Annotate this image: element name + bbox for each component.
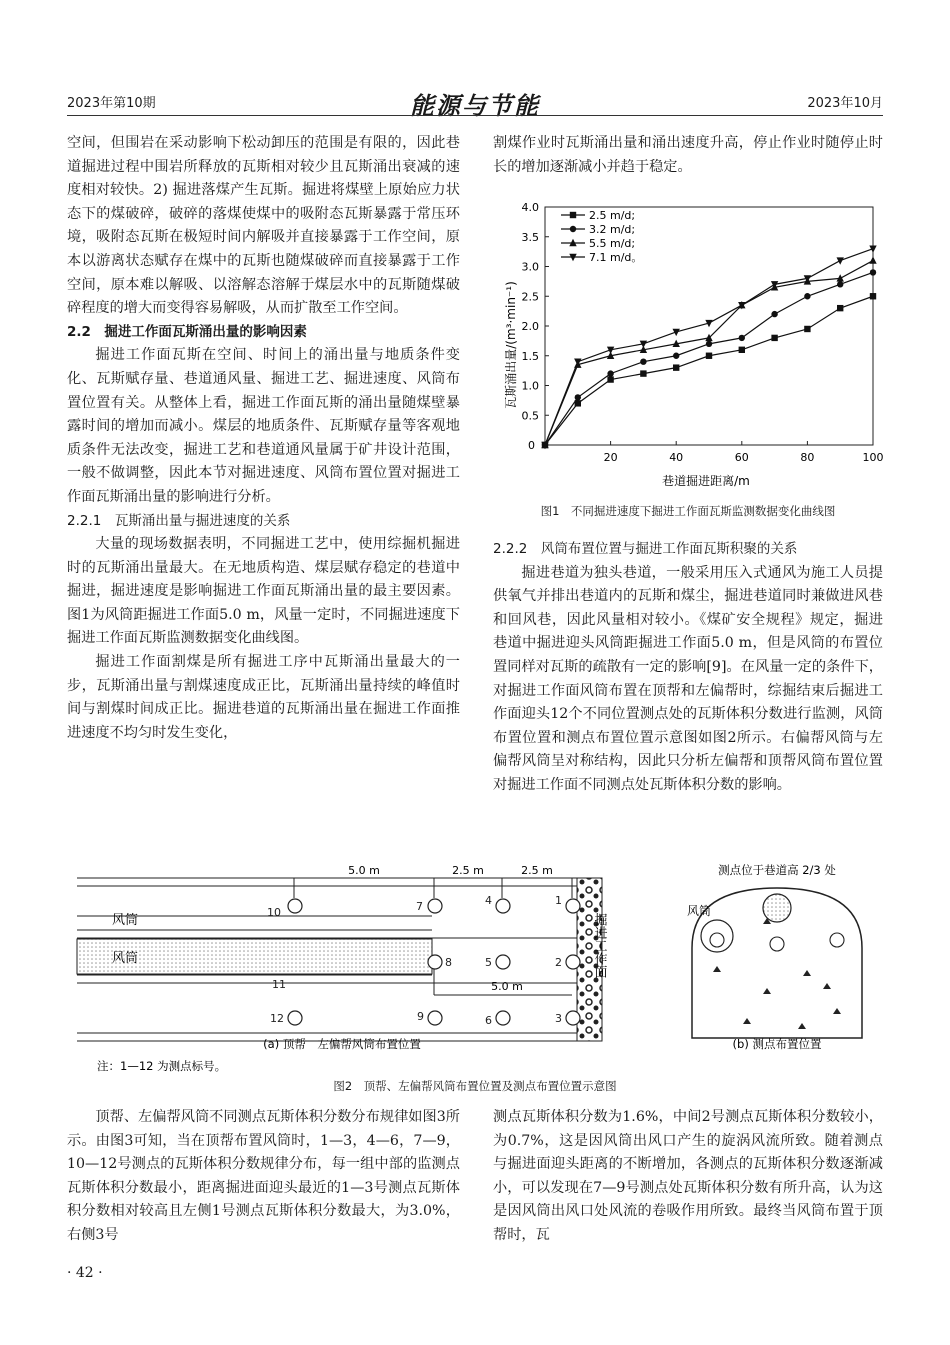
figure1-line-chart bbox=[493, 195, 885, 495]
right-duct-label: 风筒 bbox=[687, 904, 712, 918]
data-point bbox=[574, 359, 581, 366]
face-label: 掘进工作面 bbox=[591, 913, 607, 978]
paragraph: 掘进工作面瓦斯在空间、时间上的涌出量与地质条件变化、瓦斯赋存量、巷道通风量、掘进工艺、掘进速度、风筒布置位置有关。从整体上看，掘进工作面瓦斯的涌出量随煤壁暴露时间的增加而减小。煤层的地质条件、瓦斯赋存量等客观地质条件无法改变，掘进工艺和巷道通风量属于矿井设计范围，一般不做调整，因此本节对掘进速度、风筒布置位置对掘进工作面瓦斯涌出量的影响进行分析。 bbox=[67, 347, 460, 505]
data-point bbox=[771, 311, 777, 317]
issue-label: 2023年第10期 bbox=[67, 96, 156, 111]
dim-5m-bottom: 5.0 m bbox=[491, 980, 523, 993]
legend-label: 5.5 m/d; bbox=[589, 237, 636, 250]
page-number: · 42 · bbox=[67, 1265, 103, 1281]
x-tick-label: 40 bbox=[669, 451, 684, 464]
figure2-sub-a: (a) 顶帮 左偏帮风筒布置位置 bbox=[263, 1037, 421, 1051]
legend-label: 2.5 m/d; bbox=[589, 209, 636, 222]
figure2-diagram bbox=[67, 858, 883, 1073]
dim-5m-top: 5.0 m bbox=[348, 864, 380, 877]
data-point bbox=[771, 335, 777, 341]
legend-entry bbox=[561, 237, 635, 250]
figure2-sub-b: (b) 测点布置位置 bbox=[732, 1037, 822, 1051]
chart-x-axis-label: 巷道掘进距离/m bbox=[662, 474, 750, 488]
data-point bbox=[837, 281, 843, 287]
point-label: 5 bbox=[485, 956, 492, 969]
series-3 bbox=[541, 256, 876, 448]
origin-label: 0 bbox=[528, 439, 535, 452]
right-panel-title: 测点位于巷道高 2/3 处 bbox=[718, 863, 836, 877]
dim-2-5m-b: 2.5 m bbox=[521, 864, 553, 877]
data-point bbox=[869, 256, 876, 263]
y-tick-label: 1.0 bbox=[521, 379, 539, 393]
data-point bbox=[640, 370, 646, 376]
data-point bbox=[673, 353, 679, 359]
point-label: 10 bbox=[267, 906, 281, 919]
legend-label: 7.1 m/d。 bbox=[589, 251, 643, 264]
right-column-middle bbox=[493, 538, 883, 798]
data-point bbox=[607, 370, 613, 376]
series-1 bbox=[542, 293, 876, 448]
series-line bbox=[545, 296, 873, 445]
journal-title: 能源与节能 bbox=[410, 91, 540, 120]
data-point bbox=[570, 226, 576, 232]
data-point bbox=[837, 274, 844, 281]
paragraph: 掘进工作面割煤是所有掘进工序中瓦斯涌出量最大的一步，瓦斯涌出量与割煤速度成正比，瓦斯涌出量持续的峰值时间与割煤时间成正比。掘进巷道的瓦斯涌出量在掘进工作面推进速度不均匀时发生变化， bbox=[67, 654, 460, 741]
left-column-top bbox=[67, 132, 460, 745]
data-point bbox=[570, 212, 576, 218]
data-point bbox=[706, 341, 712, 347]
date-label: 2023年10月 bbox=[807, 96, 883, 111]
series-4 bbox=[541, 245, 876, 449]
x-tick-label: 20 bbox=[603, 451, 618, 464]
x-tick-label: 80 bbox=[800, 451, 815, 464]
figure2-caption: 图2 顶帮、左偏帮风筒布置位置及测点布置位置示意图 bbox=[333, 1079, 617, 1093]
data-point bbox=[804, 293, 810, 299]
data-point bbox=[739, 347, 745, 353]
paragraph: 割煤作业时瓦斯涌出量和涌出速度升高，停止作业时随停止时长的增加逐渐减小并趋于稳定。 bbox=[493, 135, 883, 175]
point-label: 9 bbox=[417, 1010, 424, 1023]
y-tick-label: 3.0 bbox=[521, 260, 539, 274]
y-tick-label: 2.5 bbox=[521, 290, 539, 304]
data-point bbox=[673, 364, 679, 370]
dim-2-5m-a: 2.5 m bbox=[452, 864, 484, 877]
point-label: 12 bbox=[270, 1012, 284, 1025]
legend-label: 3.2 m/d; bbox=[589, 223, 636, 236]
data-point bbox=[739, 335, 745, 341]
section-heading-2-2-1: 2.2.1 瓦斯涌出量与掘进速度的关系 bbox=[67, 512, 291, 529]
point-label: 6 bbox=[485, 1014, 492, 1027]
data-point bbox=[837, 305, 843, 311]
x-tick-label: 60 bbox=[734, 451, 749, 464]
figure1-caption: 图1 不同掘进速度下掘进工作面瓦斯监测数据变化曲线图 bbox=[540, 504, 836, 518]
point-label: 11 bbox=[272, 978, 286, 991]
paragraph: 掘进巷道为独头巷道，一般采用压入式通风为施工人员提供氧气并排出巷道内的瓦斯和煤尘，掘进巷道同时兼做进风巷和回风巷，因此风量相对较小。《煤矿安全规程》规定，掘进巷道中掘进迎头风筒距掘进工作面5.0 m，但是风筒的布置位置同样对瓦斯的疏散有一定的影响[9]。在风量一定的条件下，对掘进工作面风筒布置在顶帮和左偏帮时，综掘结束后掘进工作面迎头12个不同位置测点处的瓦斯体积分数进行监测，风筒布置位置和测点布置位置示意图如图2所示。右偏帮风筒与左偏帮风筒呈对称结构，因此只分析左偏帮和顶帮风筒布置位置对掘进工作面不同测点处瓦斯体积分数的影响。 bbox=[493, 564, 883, 793]
section-heading-2-2: 2.2 掘进工作面瓦斯涌出量的影响因素 bbox=[67, 323, 307, 340]
point-label: 7 bbox=[416, 900, 423, 913]
data-point bbox=[706, 353, 712, 359]
legend-entry bbox=[561, 251, 642, 264]
y-tick-label: 3.5 bbox=[521, 230, 539, 244]
legend-entry bbox=[561, 209, 635, 222]
left-column-bottom bbox=[67, 1106, 460, 1248]
paragraph: 顶帮、左偏帮风筒不同测点瓦斯体积分数分布规律如图3所示。由图3可知，当在顶帮布置风筒时，1—3，4—6，7—9，10—12号测点的瓦斯体积分数规律分布，每一组中部的监测点瓦斯体积分数最小，距离掘进面迎头最近的1—3号测点瓦斯体积分数相对较高且左侧1号测点瓦斯体积分数最大，为3.0%，右侧3号 bbox=[67, 1109, 460, 1243]
duct-label-left: 风筒 bbox=[112, 951, 139, 966]
legend-entry bbox=[561, 223, 635, 236]
right-column-top bbox=[493, 132, 883, 179]
data-point bbox=[607, 376, 613, 382]
point-label: 2 bbox=[555, 956, 562, 969]
x-tick-label: 100 bbox=[862, 451, 884, 464]
header-rule bbox=[67, 115, 883, 116]
paragraph: 空间，但围岩在采动影响下松动卸压的范围是有限的，因此巷道掘进过程中围岩所释放的瓦斯相对较少且瓦斯涌出衰减的速度相对较快。2) 掘进落煤产生瓦斯。掘进将煤壁上原始应力状态下的煤破碎，破碎的落煤使煤中的吸附态瓦斯暴露于常压环境，吸附态瓦斯在极短时间内解吸并直接暴露于工作空间，原本以游离状态赋存在煤中的瓦斯也随煤破碎而直接暴露于工作空间，原本难以解吸、以溶解态溶解于煤层水中的瓦斯随煤破碎程度的增大而变得容易解吸，从而扩散至工作空间。 bbox=[67, 135, 460, 317]
data-point bbox=[870, 293, 876, 299]
paragraph: 测点瓦斯体积分数为1.6%，中间2号测点瓦斯体积分数较小，为0.7%，这是因风筒出风口产生的旋涡风流所致。随着测点与掘进面迎头距离的不断增加，各测点的瓦斯体积分数逐渐减小，可以发现在7—9号测点处瓦斯体积分数有所升高，认为这是因风筒出风口处风流的卷吸作用所致。最终当风筒布置于顶帮时，瓦 bbox=[493, 1109, 883, 1243]
y-tick-label: 0.5 bbox=[521, 409, 539, 423]
point-label: 4 bbox=[485, 894, 492, 907]
section-heading-2-2-2: 2.2.2 风筒布置位置与掘进工作面瓦斯积聚的关系 bbox=[493, 541, 798, 557]
data-point bbox=[575, 394, 581, 400]
paragraph: 大量的现场数据表明，不同掘进工艺中，使用综掘机掘进时的瓦斯涌出量最大。在无地质构造、煤层赋存稳定的巷道中掘进，掘进速度是影响掘进工作面瓦斯涌出量的最主要因素。图1为风筒距掘进工作面5.0 m，风量一定时，不同掘进速度下掘进工作面瓦斯监测数据变化曲线图。 bbox=[67, 536, 460, 647]
y-tick-label: 2.0 bbox=[521, 320, 539, 333]
data-point bbox=[640, 359, 646, 365]
point-label: 1 bbox=[555, 894, 562, 907]
chart-y-axis-label: 瓦斯涌出量/(m³·min⁻¹) bbox=[504, 281, 518, 409]
figure2-note: 注：1—12 为测点标号。 bbox=[97, 1059, 227, 1073]
y-tick-label: 1.5 bbox=[521, 349, 539, 363]
point-label: 3 bbox=[555, 1012, 562, 1025]
data-point bbox=[804, 326, 810, 332]
point-label: 8 bbox=[445, 956, 452, 969]
data-point bbox=[870, 269, 876, 275]
duct-label-top: 风筒 bbox=[112, 913, 139, 928]
data-point bbox=[837, 257, 844, 264]
y-tick-label: 4.0 bbox=[521, 201, 539, 214]
right-column-bottom bbox=[493, 1106, 883, 1248]
top-duct-circle bbox=[763, 894, 791, 922]
